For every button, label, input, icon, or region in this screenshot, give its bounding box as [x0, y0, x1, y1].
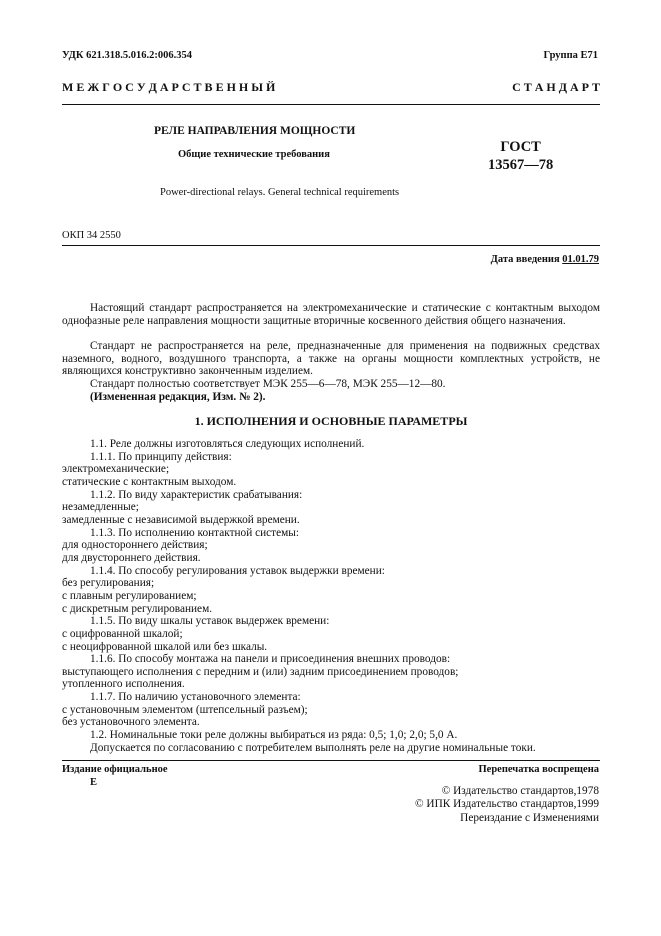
document-subtitle: Общие технические требования [178, 149, 330, 160]
list-item: без регулирования; [62, 577, 155, 590]
list-item: 1.1.2. По виду характеристик срабатывания: [90, 488, 303, 501]
gost-code: 13567—78 [488, 157, 554, 173]
publisher-block [415, 785, 599, 825]
official-edition-label: Издание официальное [62, 764, 168, 775]
list-item: замедленные с независимой выдержкой времени. [62, 513, 300, 526]
intro-paragraph-scope: Настоящий стандарт распространяется на электромеханические и статические с контактным выходом однофазные реле направления мощности защитные вторичные косвенного действия общего назначения. [62, 302, 600, 327]
list-item: для двустороннего действия. [62, 551, 201, 564]
list-item: 1.1.6. По способу монтажа на панели и присоединения внешних проводов: [90, 653, 451, 666]
list-item: 1.1.5. По виду шкалы уставок выдержек времени: [90, 615, 330, 628]
list-item: 1.1.1. По принципу действия: [90, 450, 232, 463]
copyright-1999: © ИПК Издательство стандартов,1999 [415, 798, 599, 811]
list-item: 1.2. Номинальные токи реле должны выбираться из ряда: 0,5; 1,0; 2,0; 5,0 А. [90, 729, 458, 742]
copyright-1978: © Издательство стандартов,1978 [441, 785, 599, 797]
gost-number [488, 138, 553, 174]
gost-label: ГОСТ [500, 139, 541, 155]
introduction-date [491, 254, 599, 265]
intro-paragraph-exclusions: Стандарт не распространяется на реле, предназначенные для применения на подвижных средствах наземного, водного, воздушного транспорта, а также на органы мощности комплектных устройств, не являющихся конструктивно законченным изделием. [62, 340, 600, 378]
date-value: 01.01.79 [562, 254, 599, 265]
list-item: 1.1.4. По способу регулирования уставок выдержки времени: [90, 564, 385, 577]
okp-code: ОКП 34 2550 [62, 230, 121, 241]
english-title: Power-directional relays. General technical requirements [160, 187, 400, 198]
header-divider [62, 245, 600, 246]
date-label: Дата введения [490, 254, 563, 265]
document-title: РЕЛЕ НАПРАВЛЕНИЯ МОЩНОСТИ [154, 125, 356, 137]
list-item: утопленного исполнения. [62, 678, 185, 691]
banner-word-standard: С Т А Н Д А Р Т [512, 80, 600, 94]
list-item: с плавным регулированием; [62, 589, 197, 602]
list-item: статические с контактным выходом. [62, 475, 237, 488]
list-item: с неоцифрованной шкалой или без шкалы. [62, 640, 268, 653]
standard-banner [62, 80, 600, 95]
intro-paragraph-iec: Стандарт полностью соответствует МЭК 255—6—78, МЭК 255—12—80. [90, 378, 446, 390]
list-item: выступающего исполнения с передним и (или) задним присоединением проводов; [62, 665, 459, 678]
list-item: с оцифрованной шкалой; [62, 627, 183, 640]
reissue-note: Переиздание с Изменениями [460, 811, 599, 824]
edition-letter: Е [90, 777, 98, 788]
group-code: Группа Е71 [543, 50, 598, 61]
list-item: Допускается по согласованию с потребителем выполнять реле на другие номинальные токи. [90, 741, 536, 754]
revision-note: (Измененная редакция, Изм. № 2). [90, 391, 266, 403]
list-item: 1.1. Реле должны изготовляться следующих исполнений. [90, 438, 365, 450]
list-item: электромеханические; [62, 463, 170, 476]
list-item: 1.1.7. По наличию установочного элемента: [90, 691, 301, 704]
banner-word-interstate: М Е Ж Г О С У Д А Р С Т В Е Н Н Ы Й [62, 80, 276, 94]
footer-divider [62, 760, 600, 761]
udk-code: УДК 621.318.5.016.2:006.354 [62, 50, 192, 61]
list-item: для одностороннего действия; [62, 539, 208, 552]
list-item: незамедленные; [62, 501, 139, 514]
section-body [62, 438, 600, 754]
section-heading: 1. ИСПОЛНЕНИЯ И ОСНОВНЫЕ ПАРАМЕТРЫ [194, 414, 468, 428]
banner-divider [62, 104, 600, 105]
list-item: без установочного элемента. [62, 716, 200, 729]
list-item: с установочным элементом (штепсельный разъем); [62, 703, 308, 716]
list-item: с дискретным регулированием. [62, 602, 213, 615]
list-item: 1.1.3. По исполнению контактной системы: [90, 526, 299, 539]
reprint-prohibited-label: Перепечатка воспрещена [478, 764, 599, 775]
